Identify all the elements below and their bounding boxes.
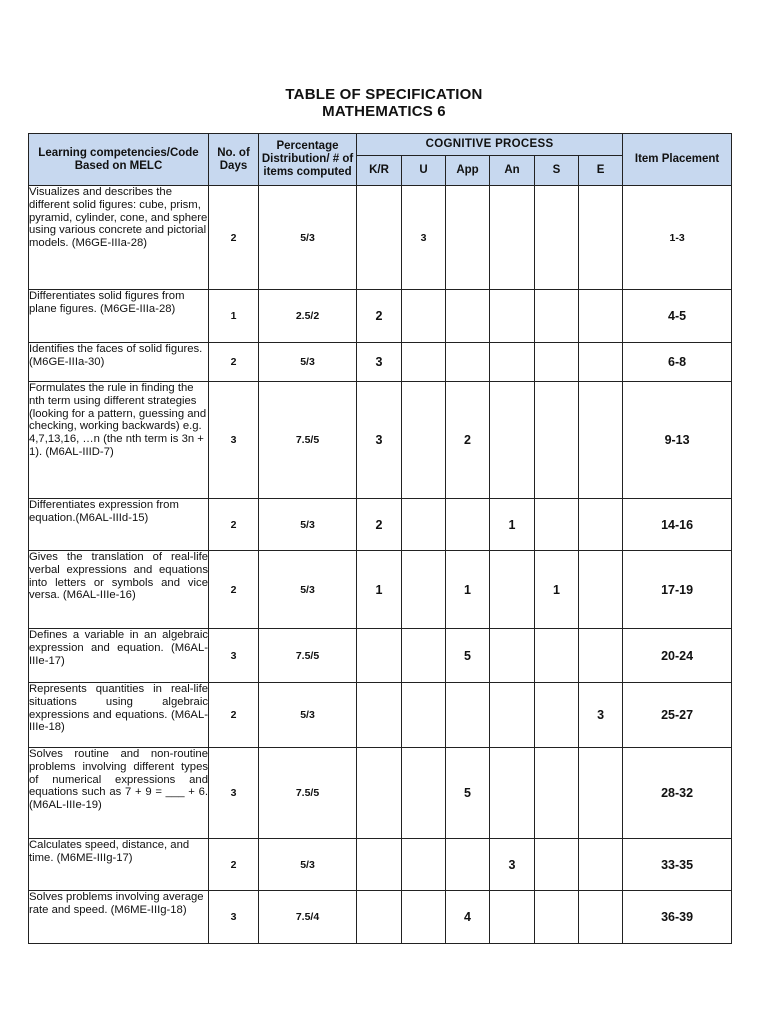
percentage-cell: 7.5/5 bbox=[259, 629, 357, 683]
days-cell: 2 bbox=[209, 499, 259, 551]
competency-cell: Solves problems involving average rate and speed. (M6ME-IIIg-18) bbox=[29, 891, 209, 944]
an-cell: 1 bbox=[490, 499, 535, 551]
header-u: U bbox=[402, 156, 446, 186]
kr-cell: 2 bbox=[357, 290, 402, 343]
s-cell bbox=[535, 499, 579, 551]
kr-cell bbox=[357, 629, 402, 683]
e-cell bbox=[579, 551, 623, 629]
an-cell bbox=[490, 629, 535, 683]
table-row bbox=[29, 839, 732, 891]
competency-cell: Represents quantities in real-life situations using algebraic expressions and equations. (M6AL-IIIe-18) bbox=[29, 683, 209, 748]
competency-cell: Visualizes and describes the different solid figures: cube, prism, pyramid, cylinder, cone, and sphere using various concrete and pictorial models. (M6GE-IIIa-28) bbox=[29, 186, 209, 290]
e-cell bbox=[579, 290, 623, 343]
an-cell bbox=[490, 186, 535, 290]
competency-cell: Calculates speed, distance, and time. (M6ME-IIIg-17) bbox=[29, 839, 209, 891]
days-cell: 2 bbox=[209, 343, 259, 382]
competency-cell: Defines a variable in an algebraic expression and equation. (M6AL-IIIe-17) bbox=[29, 629, 209, 683]
u-cell bbox=[402, 683, 446, 748]
u-cell bbox=[402, 748, 446, 839]
e-cell bbox=[579, 382, 623, 499]
table-row bbox=[29, 891, 732, 944]
days-cell: 2 bbox=[209, 839, 259, 891]
percentage-cell: 5/3 bbox=[259, 343, 357, 382]
days-cell: 2 bbox=[209, 683, 259, 748]
header-item-placement: Item Placement bbox=[623, 134, 732, 186]
days-cell: 2 bbox=[209, 551, 259, 629]
competency-cell: Differentiates solid figures from plane figures. (M6GE-IIIa-28) bbox=[29, 290, 209, 343]
competency-cell: Differentiates expression from equation.(M6AL-IIId-15) bbox=[29, 499, 209, 551]
s-cell bbox=[535, 290, 579, 343]
an-cell bbox=[490, 683, 535, 748]
percentage-cell: 5/3 bbox=[259, 551, 357, 629]
header-cognitive-process: COGNITIVE PROCESS bbox=[357, 134, 623, 156]
table-row bbox=[29, 382, 732, 499]
competency-cell: Identifies the faces of solid figures. (M6GE-IIIa-30) bbox=[29, 343, 209, 382]
table-row bbox=[29, 343, 732, 382]
app-cell bbox=[446, 839, 490, 891]
s-cell bbox=[535, 891, 579, 944]
an-cell bbox=[490, 551, 535, 629]
percentage-cell: 5/3 bbox=[259, 839, 357, 891]
percentage-cell: 2.5/2 bbox=[259, 290, 357, 343]
kr-cell bbox=[357, 891, 402, 944]
kr-cell: 2 bbox=[357, 499, 402, 551]
app-cell bbox=[446, 290, 490, 343]
e-cell bbox=[579, 499, 623, 551]
placement-cell: 4-5 bbox=[623, 290, 732, 343]
placement-cell: 25-27 bbox=[623, 683, 732, 748]
competency-cell: Gives the translation of real-life verbal expressions and equations into letters or symbols and vice versa. (M6AL-IIIe-16) bbox=[29, 551, 209, 629]
u-cell bbox=[402, 839, 446, 891]
s-cell: 1 bbox=[535, 551, 579, 629]
e-cell: 3 bbox=[579, 683, 623, 748]
kr-cell bbox=[357, 186, 402, 290]
u-cell bbox=[402, 290, 446, 343]
days-cell: 3 bbox=[209, 891, 259, 944]
s-cell bbox=[535, 683, 579, 748]
competency-cell: Solves routine and non-routine problems involving different types of numerical expressions and equations such as 7 + 9 = ___ + 6. (M6AL-IIIe-19) bbox=[29, 748, 209, 839]
app-cell: 1 bbox=[446, 551, 490, 629]
specification-table bbox=[28, 133, 732, 944]
competency-cell: Formulates the rule in finding the nth term using different strategies (looking for a pattern, guessing and checking, working backwards) e.g. 4,7,13,16, …n (the nth term is 3n + 1). (M6AL-IIID-7) bbox=[29, 382, 209, 499]
u-cell bbox=[402, 499, 446, 551]
header-percentage: Percentage Distribution/ # of items computed bbox=[259, 134, 357, 186]
app-cell: 5 bbox=[446, 748, 490, 839]
table-row bbox=[29, 186, 732, 290]
an-cell bbox=[490, 382, 535, 499]
percentage-cell: 7.5/4 bbox=[259, 891, 357, 944]
percentage-cell: 5/3 bbox=[259, 186, 357, 290]
kr-cell bbox=[357, 748, 402, 839]
e-cell bbox=[579, 748, 623, 839]
app-cell: 4 bbox=[446, 891, 490, 944]
u-cell bbox=[402, 891, 446, 944]
u-cell: 3 bbox=[402, 186, 446, 290]
s-cell bbox=[535, 839, 579, 891]
s-cell bbox=[535, 343, 579, 382]
days-cell: 3 bbox=[209, 382, 259, 499]
placement-cell: 1-3 bbox=[623, 186, 732, 290]
an-cell: 3 bbox=[490, 839, 535, 891]
placement-cell: 14-16 bbox=[623, 499, 732, 551]
table-row bbox=[29, 290, 732, 343]
percentage-cell: 7.5/5 bbox=[259, 382, 357, 499]
table-row bbox=[29, 629, 732, 683]
kr-cell: 1 bbox=[357, 551, 402, 629]
days-cell: 3 bbox=[209, 748, 259, 839]
placement-cell: 33-35 bbox=[623, 839, 732, 891]
e-cell bbox=[579, 839, 623, 891]
placement-cell: 17-19 bbox=[623, 551, 732, 629]
placement-cell: 6-8 bbox=[623, 343, 732, 382]
app-cell: 5 bbox=[446, 629, 490, 683]
header-days: No. of Days bbox=[209, 134, 259, 186]
app-cell bbox=[446, 499, 490, 551]
placement-cell: 9-13 bbox=[623, 382, 732, 499]
placement-cell: 28-32 bbox=[623, 748, 732, 839]
document-title: TABLE OF SPECIFICATION bbox=[285, 86, 483, 103]
e-cell bbox=[579, 343, 623, 382]
app-cell bbox=[446, 683, 490, 748]
kr-cell: 3 bbox=[357, 343, 402, 382]
an-cell bbox=[490, 891, 535, 944]
header-kr: K/R bbox=[357, 156, 402, 186]
days-cell: 3 bbox=[209, 629, 259, 683]
percentage-cell: 5/3 bbox=[259, 683, 357, 748]
placement-cell: 36-39 bbox=[623, 891, 732, 944]
header-e: E bbox=[579, 156, 623, 186]
e-cell bbox=[579, 186, 623, 290]
table-row bbox=[29, 683, 732, 748]
s-cell bbox=[535, 629, 579, 683]
s-cell bbox=[535, 748, 579, 839]
table-row bbox=[29, 551, 732, 629]
days-cell: 2 bbox=[209, 186, 259, 290]
an-cell bbox=[490, 290, 535, 343]
u-cell bbox=[402, 382, 446, 499]
app-cell: 2 bbox=[446, 382, 490, 499]
kr-cell bbox=[357, 839, 402, 891]
e-cell bbox=[579, 891, 623, 944]
header-app: App bbox=[446, 156, 490, 186]
header-competency: Learning competencies/Code Based on MELC bbox=[29, 134, 209, 186]
an-cell bbox=[490, 748, 535, 839]
app-cell bbox=[446, 186, 490, 290]
percentage-cell: 5/3 bbox=[259, 499, 357, 551]
an-cell bbox=[490, 343, 535, 382]
header-s: S bbox=[535, 156, 579, 186]
app-cell bbox=[446, 343, 490, 382]
s-cell bbox=[535, 186, 579, 290]
percentage-cell: 7.5/5 bbox=[259, 748, 357, 839]
table-row bbox=[29, 499, 732, 551]
placement-cell: 20-24 bbox=[623, 629, 732, 683]
kr-cell: 3 bbox=[357, 382, 402, 499]
kr-cell bbox=[357, 683, 402, 748]
header-an: An bbox=[490, 156, 535, 186]
s-cell bbox=[535, 382, 579, 499]
e-cell bbox=[579, 629, 623, 683]
u-cell bbox=[402, 629, 446, 683]
u-cell bbox=[402, 343, 446, 382]
document-subtitle: MATHEMATICS 6 bbox=[322, 103, 446, 120]
u-cell bbox=[402, 551, 446, 629]
table-row bbox=[29, 748, 732, 839]
days-cell: 1 bbox=[209, 290, 259, 343]
